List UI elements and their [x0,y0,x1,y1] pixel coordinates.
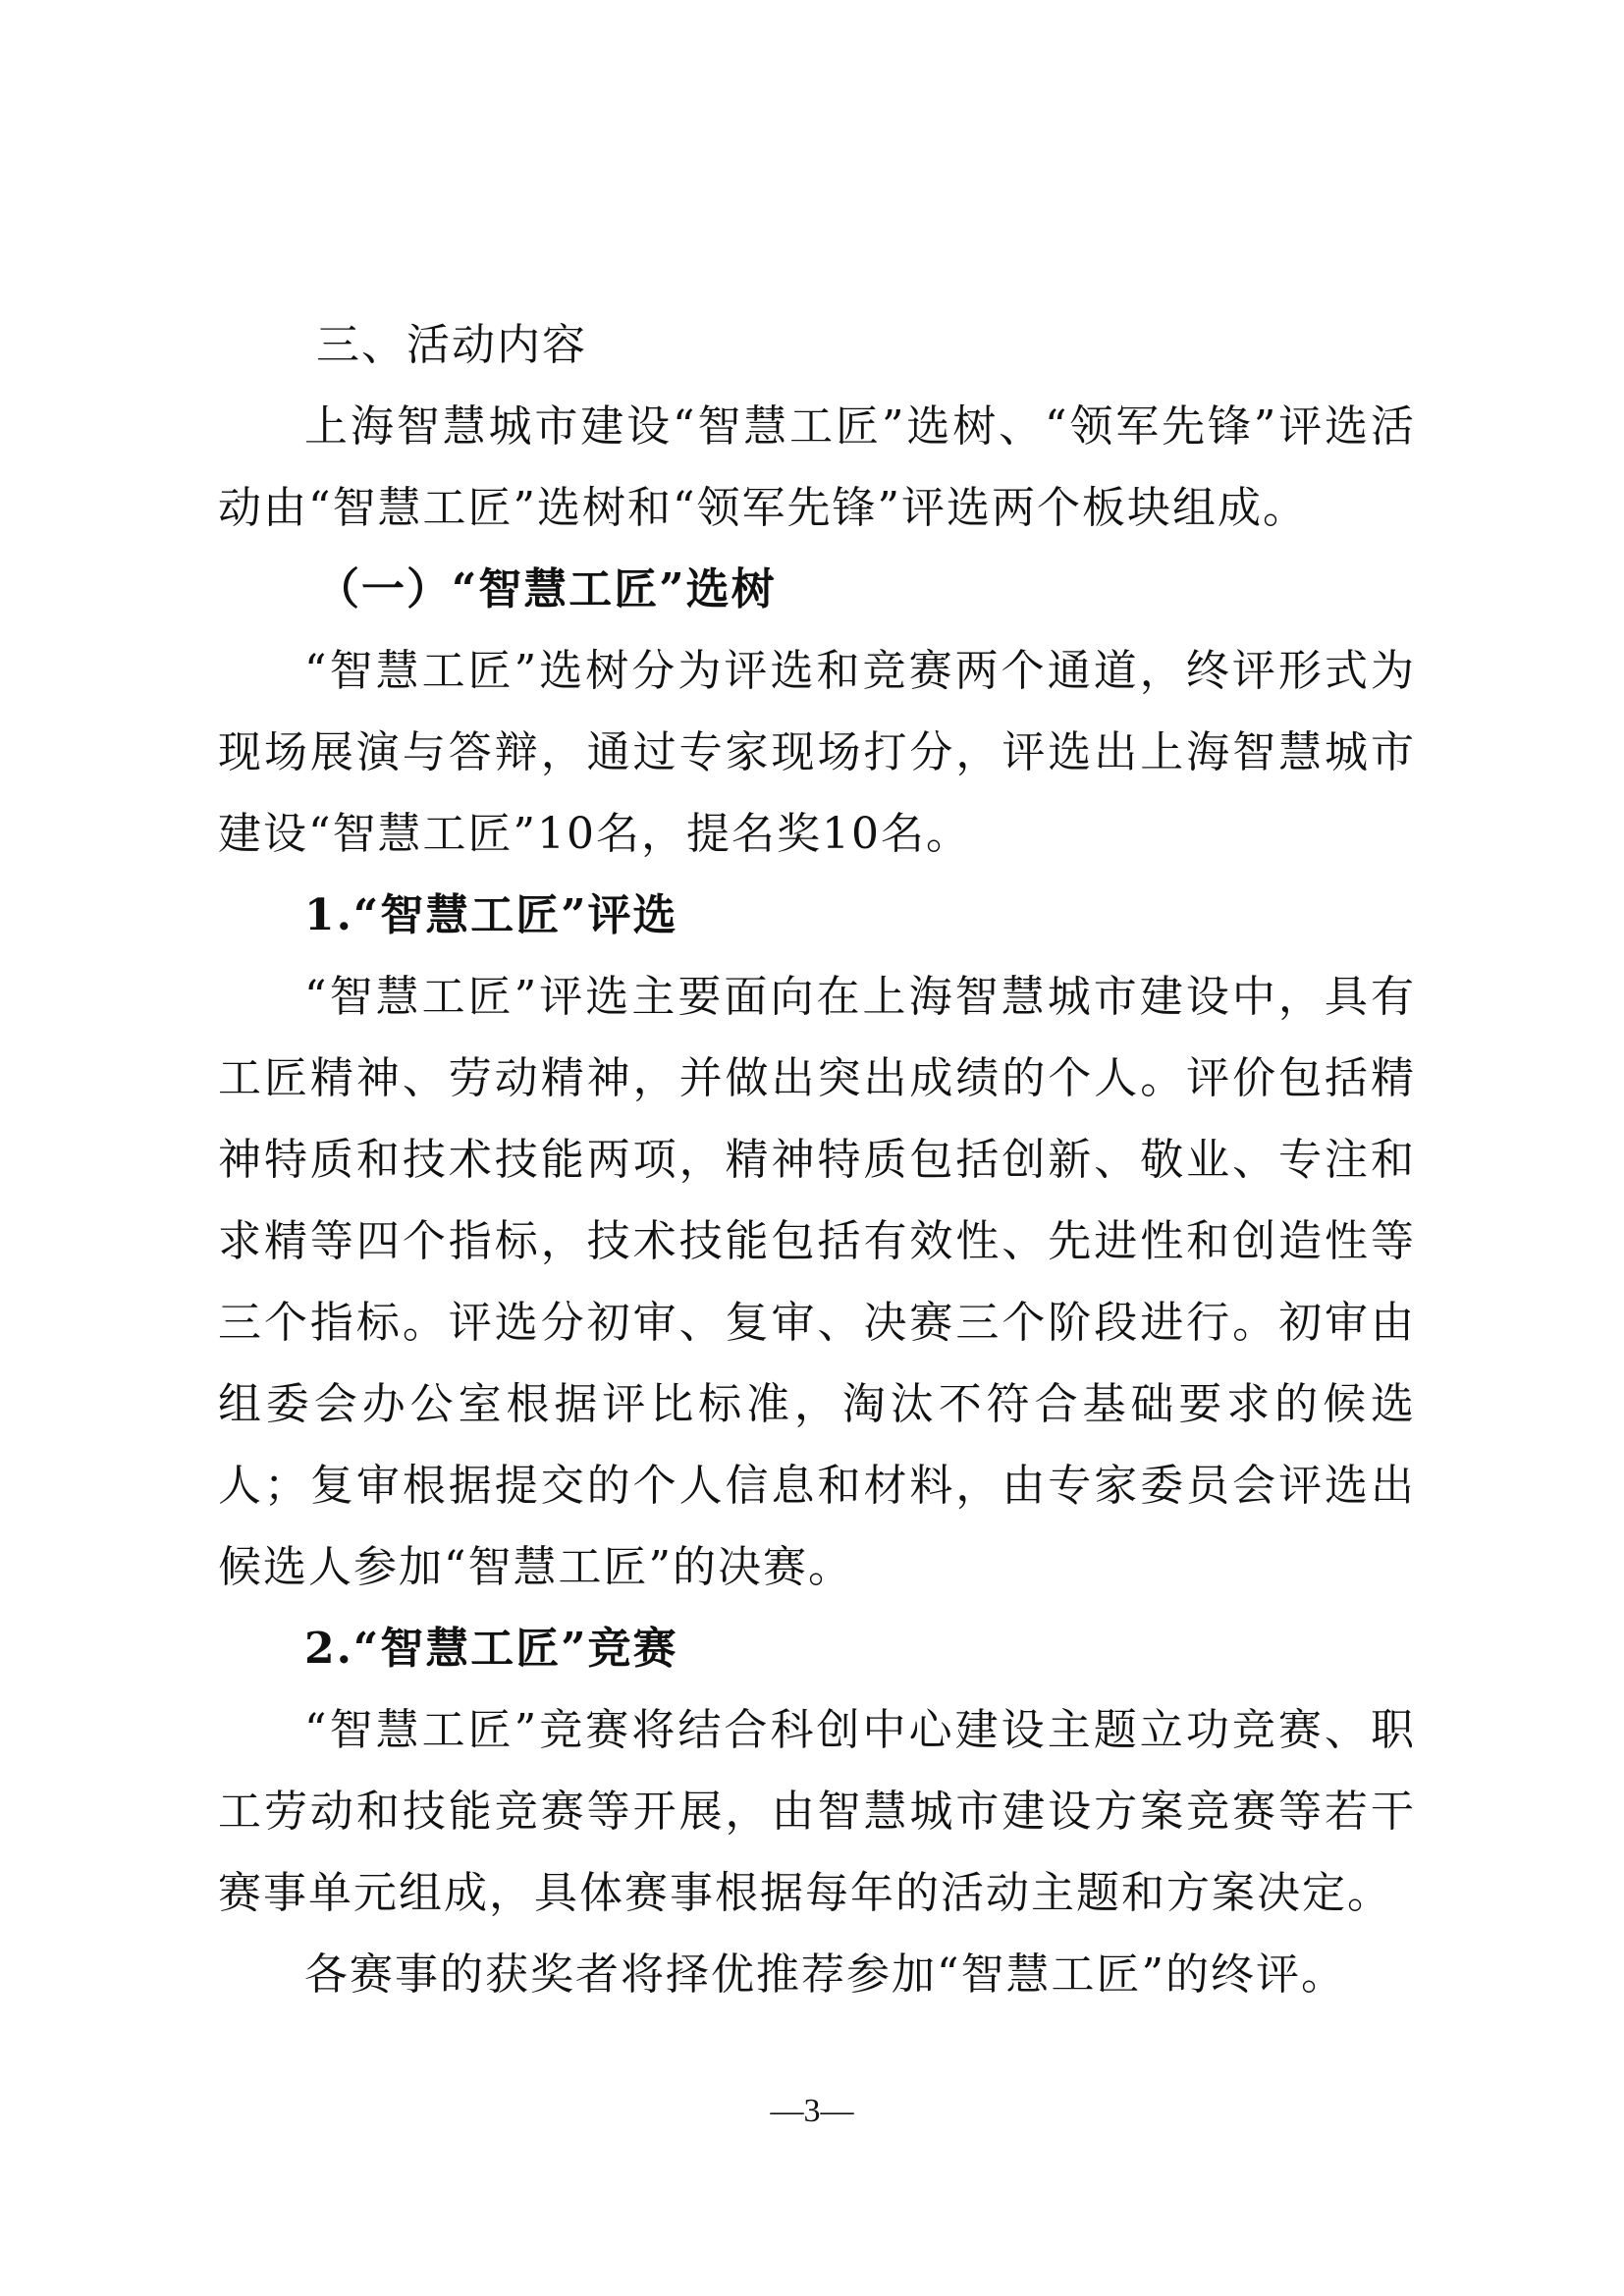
section-heading: 三、活动内容 [316,320,587,370]
item-2-closing-paragraph: 各赛事的获奖者将择优推荐参加“智慧工匠”的终评。 [304,1949,1346,2000]
subsection-heading: （一）“智慧工匠”选树 [316,564,777,614]
intro-paragraph: 上海智慧城市建设“智慧工匠”选树、“领军先锋”评选活动由“智慧工匠”选树和“领军先锋”评选两个板块组成。 [218,401,1416,533]
page-number: —3— [770,2093,854,2129]
item-2-heading: 2.“智慧工匠”竞赛 [304,1624,678,1674]
item-2-paragraph: “智慧工匠”竞赛将结合科创中心建设主题立功竞赛、职工劳动和技能竞赛等开展，由智慧城市建设方案竞赛等若干赛事单元组成，具体赛事根据每年的活动主题和方案决定。 [218,1705,1416,1918]
subsection-paragraph: “智慧工匠”选树分为评选和竞赛两个通道，终评形式为现场展演与答辩，通过专家现场打分，评选出上海智慧城市建设“智慧工匠”10名，提名奖10名。 [218,646,1416,859]
item-1-heading: 1.“智慧工匠”评选 [304,890,678,940]
item-1-paragraph: “智慧工匠”评选主要面向在上海智慧城市建设中，具有工匠精神、劳动精神，并做出突出成绩的个人。评价包括精神特质和技术技能两项，精神特质包括创新、敬业、专注和求精等四个指标，技术技能包括有效性、先进性和创造性等三个指标。评选分初审、复审、决赛三个阶段进行。初审由组委会办公室根据评比标准，淘汰不符合基础要求的候选人；复审根据提交的个人信息和材料，由专家委员会评选出候选人参加“智慧工匠”的决赛。 [218,972,1416,1592]
document-body [218,304,1416,2015]
